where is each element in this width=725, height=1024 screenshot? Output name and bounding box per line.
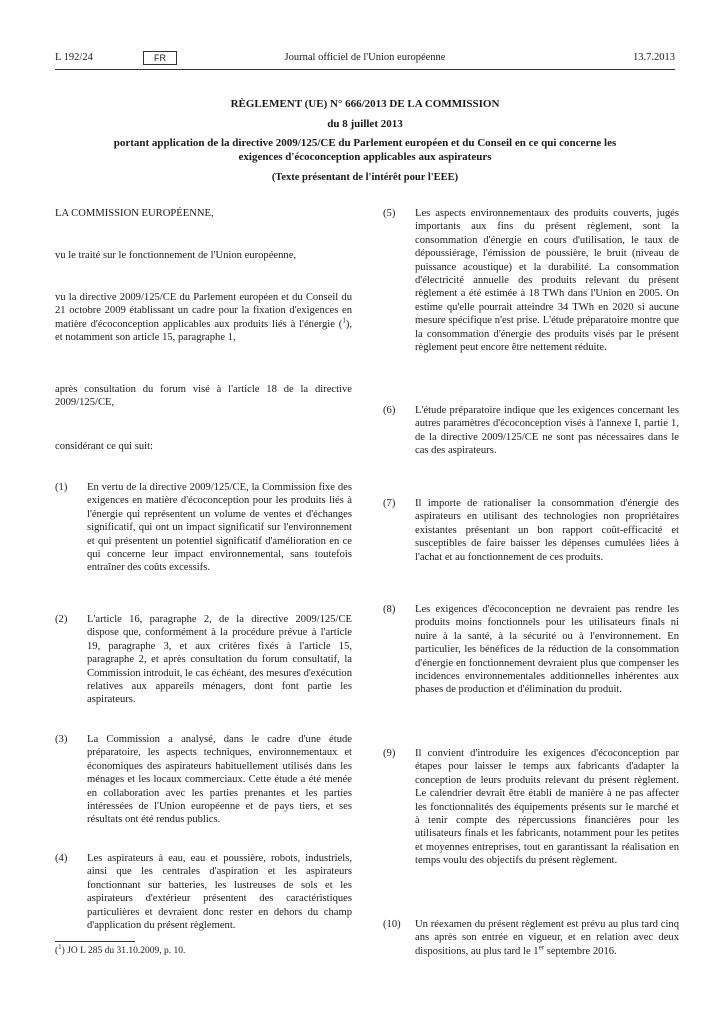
recital-number: (7): [383, 498, 396, 509]
recital-number: (8): [383, 604, 396, 615]
recital-number: (4): [55, 853, 68, 864]
page-reference: L 192/24: [55, 52, 93, 63]
publication-date: 13.7.2013: [633, 52, 675, 63]
preamble-forum: après consultation du forum visé à l'article 18 de la directive 2009/125/CE,: [55, 384, 352, 409]
footnote-number: 1: [58, 942, 62, 951]
recital-number: (5): [383, 208, 396, 219]
recital-number: (10): [383, 919, 401, 930]
recital-text: Il convient d'introduire les exigences d'écoconception par étapes pour laisser le temps aux fabricants d'adapter la conception de leurs produits relevant du présent règlement. Le calendrier devrait être établi de manière à ne pas affecter les fonctionnalités des équipements présents sur le marché et à tenir compte des répercussions financières pour les utilisateurs finals et les fabricants, notamment pour les petites et moyennes entreprises, tout en garantissant la réalisation en temps voulu des objectifs du présent règlement.: [415, 748, 679, 867]
header-rule: [55, 69, 675, 70]
recital-text: Un réexamen du présent règlement est prévu au plus tard cinq ans après son entrée en vigueur, et en relation avec deux dispositions, au plus tard le 1er septembre 2016.: [415, 919, 679, 957]
footnote: ($^1$) JO L 285 du 31.10.2009, p. 10.: [55, 942, 186, 956]
language-badge: FR: [143, 51, 177, 65]
recital-text: L'article 16, paragraphe 2, de la directive 2009/125/CE dispose que, conformément à la procédure prévue à l'article 19, paragraphe 3, et aux critères fixés à l'article 15, paragraphe 2, et après consultation du forum consultatif, la Commission introduit, le cas échéant, des mesures d'exécution relatives aux appareils ménagers, dont font partie les aspirateurs.: [87, 614, 352, 706]
regulation-date: du 8 juillet 2013: [327, 118, 403, 130]
recital-text: L'étude préparatoire indique que les exigences concernant les autres paramètres d'écoconception visés à l'annexe I, partie 1, de la directive 2009/125/CE ne sont pas nécessaires dans le cas des aspirateurs.: [415, 405, 679, 457]
recital-number: (2): [55, 614, 68, 625]
recital-text: Les exigences d'écoconception ne devraient pas rendre les produits moins fonctionnels pour les utilisateurs finals ni nuire à la santé, à la sécurité ou à l'environnement. En particulier, les bénéfices de la réduction de la consommation d'énergie en fonctionnement devraient plus que compenser les incidences environnementales additionnelles inhérentes aux phases de production et d'élimination du produit.: [415, 604, 679, 696]
recital-number: (1): [55, 482, 68, 493]
recital-number: (9): [383, 748, 396, 759]
recital-text: Il importe de rationaliser la consommation d'énergie des aspirateurs en utilisant des technologies non propriétaires existantes présentant un bon rapport coût-efficacité et susceptibles de faire baisser les dépenses cumulées liées à l'achat et au fonctionnement de ces produits.: [415, 498, 679, 563]
preamble-directive: vu la directive 2009/125/CE du Parlement européen et du Conseil du 21 octobre 2009 établissant un cadre pour la fixation d'exigences en matière d'écoconception applicables aux produits liés à l'énergie ($^1$), et notamment son article 15, paragraphe 1,: [55, 292, 352, 344]
preamble-treaty: vu le traité sur le fonctionnement de l'Union européenne,: [55, 250, 297, 261]
recital-text: En vertu de la directive 2009/125/CE, la Commission fixe des exigences en matière d'écoconception pour les produits liés à l'énergie qui représentent un volume de ventes et d'échanges significatif, qui ont un impact significatif sur l'environnement et qui présentent un potentiel significatif d'amélioration en ce qui concerne leur impact environnemental, sans toutefois entraîner des coûts excessifs.: [87, 482, 352, 574]
eea-relevance-note: (Texte présentant de l'intérêt pour l'EEE): [271, 172, 459, 183]
recital-number: (3): [55, 734, 68, 745]
recital-text: La Commission a analysé, dans le cadre d'une étude préparatoire, les aspects techniques, environnementaux et économiques des aspirateurs habituellement utilisés dans les ménages et les locaux commerciaux. Cette étude a été menée en collaboration avec les parties prenantes et les parties intéressées de l'Union européenne et de pays tiers, et ses résultats ont été rendus publics.: [87, 734, 352, 826]
regulation-subject: portant application de la directive 2009/125/CE du Parlement européen et du Conseil en ce qui concerne les exigences d'écoconception applicables aux aspirateurs: [113, 137, 617, 163]
recital-number: (6): [383, 405, 396, 416]
footnote-rule: [55, 941, 135, 942]
preamble-commission: LA COMMISSION EUROPÉENNE,: [55, 208, 214, 219]
superscript-er: er: [538, 943, 545, 952]
journal-title: Journal officiel de l'Union européenne: [284, 52, 446, 63]
footnote-ref[interactable]: 1: [342, 316, 346, 325]
preamble-considering: considérant ce qui suit:: [55, 441, 153, 452]
recital-text: Les aspects environnementaux des produits couverts, jugés importants aux fins du présent règlement, sont la consommation d'énergie en cours d'utilisation, le taux de dépoussiérage, l'émission de poussière, le bruit (niveau de puissance acoustique) et la durabilité. La consommation d'électricité annuelle des produits relevant du présent règlement a été estimée à 18 TWh dans l'Union en 2005. On estime qu'elle pourrait atteindre 34 TWh en 2020 si aucune mesure spécifique n'est prise. L'étude préparatoire montre que la consommation d'énergie des produits visés par le présent règlement peut encore être nettement réduite.: [415, 208, 679, 354]
recital-text: Les aspirateurs à eau, eau et poussière, robots, industriels, ainsi que les centrales d'aspiration et les aspirateurs fonctionnant sur batteries, les lustreuses de sols et les aspirateurs d'extérieur présentent des caractéristiques particulières et devraient donc rester en dehors du champ d'application du présent règlement.: [87, 853, 352, 932]
regulation-title: RÈGLEMENT (UE) N° 666/2013 DE LA COMMISSION: [230, 98, 500, 110]
journal-header: [55, 52, 675, 68]
